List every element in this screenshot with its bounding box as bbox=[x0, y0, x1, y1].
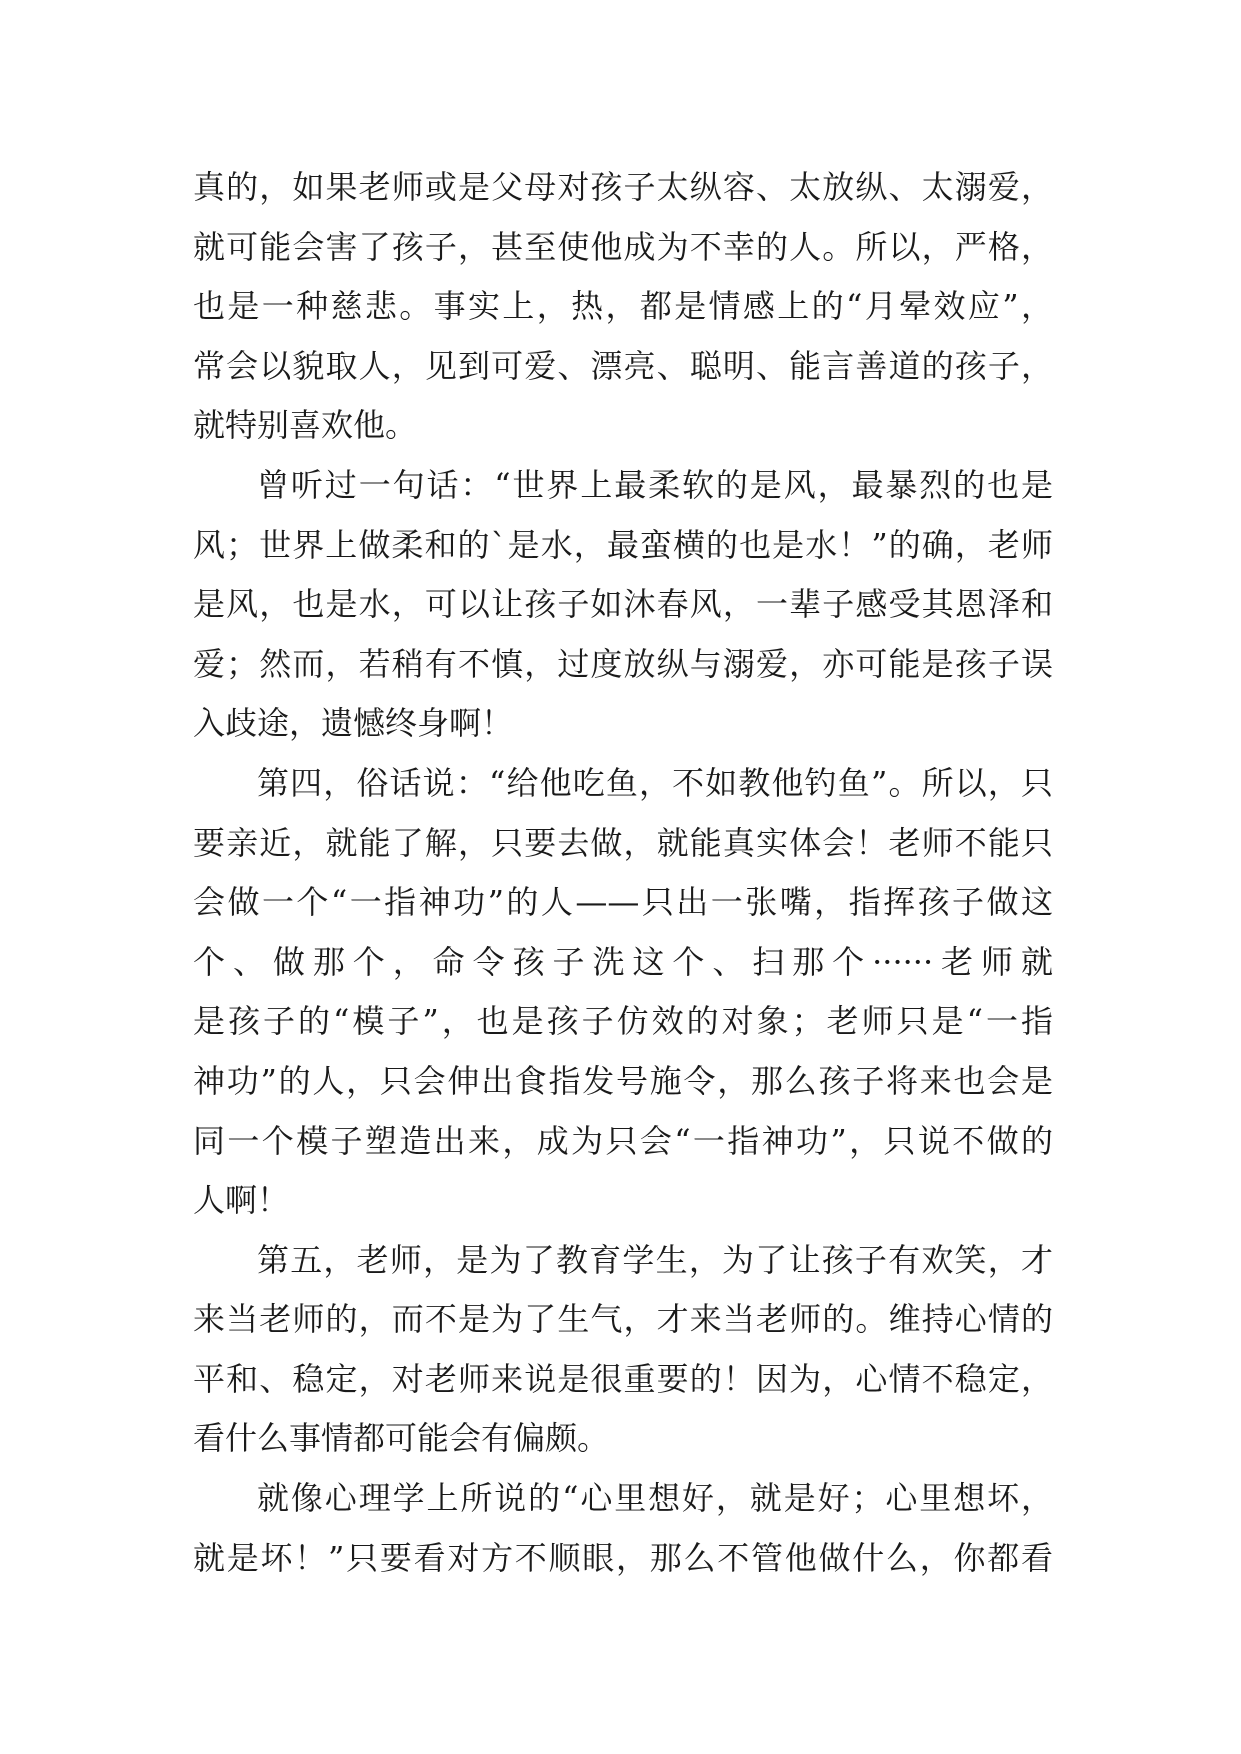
text-line: 神功”的人，只会伸出食指发号施令，那么孩子将来也会是 bbox=[193, 1061, 1053, 1100]
paragraph-2 bbox=[193, 456, 1053, 754]
text-line: 看什么事情都可能会有偏颇。 bbox=[193, 1419, 610, 1458]
text-line: 第四，俗话说：“给他吃鱼，不如教他钓鱼”。所以，只 bbox=[257, 763, 1053, 802]
text-line: 第五，老师，是为了教育学生，为了让孩子有欢笑，才 bbox=[257, 1240, 1053, 1279]
text-line: 平和、稳定，对老师来说是很重要的！因为，心情不稳定， bbox=[193, 1359, 1053, 1398]
text-line: 个、做那个，命令孩子洗这个、扫那个······老师就 bbox=[193, 942, 1053, 981]
text-line: 会做一个“一指神功”的人——只出一张嘴，指挥孩子做这 bbox=[193, 883, 1053, 922]
paragraph-3 bbox=[193, 754, 1053, 1231]
text-line: 就像心理学上所说的“心里想好，就是好；心里想坏， bbox=[257, 1479, 1053, 1518]
text-line: 真的，如果老师或是父母对孩子太纵容、太放纵、太溺爱， bbox=[193, 168, 1053, 206]
text-line: 人啊！ bbox=[193, 1181, 290, 1220]
paragraph-5 bbox=[193, 1469, 1053, 1588]
text-line: 风；世界上做柔和的`是水，最蛮横的也是水！”的确，老师 bbox=[193, 525, 1053, 564]
text-line: 常会以貌取人，见到可爱、漂亮、聪明、能言善道的孩子， bbox=[193, 346, 1053, 385]
text-line: 同一个模子塑造出来，成为只会“一指神功”，只说不做的 bbox=[193, 1121, 1053, 1160]
text-line: 就可能会害了孩子，甚至使他成为不幸的人。所以，严格， bbox=[193, 227, 1053, 266]
text-line: 是孩子的“模子”，也是孩子仿效的对象；老师只是“一指 bbox=[193, 1002, 1053, 1041]
paragraph-4 bbox=[193, 1231, 1053, 1469]
text-line: 是风，也是水，可以让孩子如沐春风，一辈子感受其恩泽和 bbox=[193, 585, 1053, 624]
text-line: 入歧途，遗憾终身啊！ bbox=[193, 704, 514, 743]
text-line: 就是坏！”只要看对方不顺眼，那么不管他做什么，你都看 bbox=[193, 1538, 1053, 1577]
paragraph-1 bbox=[193, 158, 1053, 456]
document-body bbox=[193, 158, 1053, 1588]
text-line: 就特别喜欢他。 bbox=[193, 406, 418, 445]
text-line: 曾听过一句话：“世界上最柔软的是风，最暴烈的也是 bbox=[257, 465, 1053, 504]
text-line: 要亲近，就能了解，只要去做，就能真实体会！老师不能只 bbox=[193, 823, 1053, 862]
text-line: 来当老师的，而不是为了生气，才来当老师的。维持心情的 bbox=[193, 1300, 1053, 1339]
text-line: 也是一种慈悲。事实上，热，都是情感上的“月晕效应”， bbox=[193, 287, 1053, 326]
text-line: 爱；然而，若稍有不慎，过度放纵与溺爱，亦可能是孩子误 bbox=[193, 644, 1053, 683]
